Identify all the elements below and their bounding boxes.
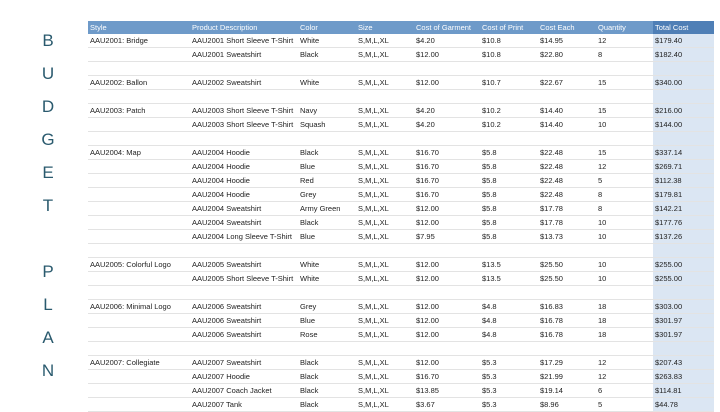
table-cell[interactable]: Black [298, 384, 356, 398]
table-cell[interactable] [538, 132, 596, 146]
table-cell[interactable]: AAU2006 Sweatshirt [190, 300, 298, 314]
table-cell[interactable] [190, 244, 298, 258]
table-cell[interactable] [356, 286, 414, 300]
table-cell[interactable]: S,M,L,XL [356, 48, 414, 62]
table-cell[interactable]: 10 [596, 258, 653, 272]
table-cell[interactable]: S,M,L,XL [356, 188, 414, 202]
table-cell[interactable]: $12.00 [414, 202, 480, 216]
table-cell[interactable]: $4.8 [480, 300, 538, 314]
table-cell[interactable]: $269.71 [653, 160, 714, 174]
table-cell[interactable]: AAU2002: Ballon [88, 76, 190, 90]
table-cell[interactable]: $8.96 [538, 398, 596, 412]
column-header[interactable]: Total Cost [653, 21, 714, 34]
table-row [88, 104, 714, 118]
table-cell[interactable]: S,M,L,XL [356, 104, 414, 118]
table-cell[interactable]: White [298, 258, 356, 272]
table-cell[interactable]: S,M,L,XL [356, 370, 414, 384]
table-cell[interactable]: 12 [596, 370, 653, 384]
table-cell[interactable] [88, 314, 190, 328]
table-cell[interactable]: Grey [298, 188, 356, 202]
table-cell[interactable]: AAU2007: Collegiate [88, 356, 190, 370]
table-cell[interactable]: $142.21 [653, 202, 714, 216]
blank-row [88, 132, 714, 146]
title-gap [38, 222, 58, 255]
table-cell[interactable]: S,M,L,XL [356, 202, 414, 216]
table-row [88, 188, 714, 202]
table-cell[interactable] [480, 132, 538, 146]
table-cell[interactable] [653, 244, 714, 258]
table-cell[interactable] [88, 48, 190, 62]
table-cell[interactable]: S,M,L,XL [356, 272, 414, 286]
header-row [88, 21, 714, 34]
table-cell[interactable]: $179.81 [653, 188, 714, 202]
table-cell[interactable] [298, 132, 356, 146]
table-cell[interactable]: AAU2006 Sweatshirt [190, 314, 298, 328]
table-cell[interactable]: $13.5 [480, 272, 538, 286]
title-letter: E [42, 163, 54, 182]
table-cell[interactable]: $340.00 [653, 76, 714, 90]
table-cell[interactable]: $22.48 [538, 174, 596, 188]
column-header[interactable]: Color [298, 21, 356, 34]
table-cell[interactable]: $17.29 [538, 356, 596, 370]
table-row [88, 356, 714, 370]
table-cell[interactable] [596, 342, 653, 356]
table-cell[interactable]: $5.8 [480, 202, 538, 216]
table-cell[interactable]: $4.8 [480, 328, 538, 342]
table-cell[interactable]: $16.70 [414, 160, 480, 174]
table-cell[interactable] [538, 62, 596, 76]
table-cell[interactable]: $5.3 [480, 370, 538, 384]
table-cell[interactable] [298, 90, 356, 104]
table-cell[interactable]: AAU2006 Sweatshirt [190, 328, 298, 342]
table-cell[interactable]: $13.73 [538, 230, 596, 244]
table-cell[interactable]: $4.20 [414, 118, 480, 132]
table-cell[interactable]: AAU2004: Map [88, 146, 190, 160]
table-cell[interactable]: 18 [596, 300, 653, 314]
table-cell[interactable] [88, 328, 190, 342]
table-cell[interactable]: Blue [298, 314, 356, 328]
table-cell[interactable] [356, 244, 414, 258]
table-cell[interactable]: $19.14 [538, 384, 596, 398]
table-cell[interactable]: $114.81 [653, 384, 714, 398]
table-cell[interactable]: Black [298, 398, 356, 412]
table-cell[interactable]: Black [298, 146, 356, 160]
table-cell[interactable]: $10.8 [480, 34, 538, 48]
table-row [88, 34, 714, 48]
table-cell[interactable] [88, 370, 190, 384]
table-cell[interactable] [653, 286, 714, 300]
table-cell[interactable]: $16.78 [538, 328, 596, 342]
table-cell[interactable]: 15 [596, 146, 653, 160]
table-cell[interactable]: AAU2004 Hoodie [190, 174, 298, 188]
table-cell[interactable]: 12 [596, 356, 653, 370]
table-cell[interactable]: AAU2006: Minimal Logo [88, 300, 190, 314]
table-cell[interactable]: $337.14 [653, 146, 714, 160]
table-cell[interactable] [356, 132, 414, 146]
table-cell[interactable]: 18 [596, 314, 653, 328]
table-cell[interactable]: AAU2004 Long Sleeve T-Shirt [190, 230, 298, 244]
table-cell[interactable]: $5.8 [480, 216, 538, 230]
title-letter: B [42, 31, 54, 50]
table-cell[interactable]: $263.83 [653, 370, 714, 384]
table-cell[interactable]: $5.8 [480, 160, 538, 174]
column-header[interactable]: Cost of Print [480, 21, 538, 34]
table-cell[interactable]: $12.00 [414, 216, 480, 230]
table-cell[interactable]: $22.48 [538, 146, 596, 160]
table-cell[interactable]: $177.76 [653, 216, 714, 230]
title-letter: P [42, 262, 54, 281]
table-cell[interactable] [88, 286, 190, 300]
table-cell[interactable]: $25.50 [538, 272, 596, 286]
table-cell[interactable] [356, 342, 414, 356]
table-cell[interactable]: $137.26 [653, 230, 714, 244]
table-cell[interactable]: $10.7 [480, 76, 538, 90]
table-cell[interactable]: $5.3 [480, 398, 538, 412]
table-cell[interactable]: $4.20 [414, 104, 480, 118]
table-cell[interactable]: AAU2004 Hoodie [190, 160, 298, 174]
table-cell[interactable]: S,M,L,XL [356, 174, 414, 188]
table-cell[interactable]: $14.40 [538, 104, 596, 118]
table-cell[interactable]: Black [298, 356, 356, 370]
table-cell[interactable]: Squash [298, 118, 356, 132]
table-cell[interactable]: AAU2001 Short Sleeve T-Shirt [190, 34, 298, 48]
table-cell[interactable]: Blue [298, 230, 356, 244]
table-cell[interactable]: S,M,L,XL [356, 300, 414, 314]
table-cell[interactable]: S,M,L,XL [356, 328, 414, 342]
blank-row [88, 90, 714, 104]
table-row [88, 384, 714, 398]
table-cell[interactable]: 5 [596, 174, 653, 188]
table-cell[interactable]: S,M,L,XL [356, 258, 414, 272]
table-cell[interactable]: $14.40 [538, 118, 596, 132]
table-cell[interactable] [298, 342, 356, 356]
title-letter: A [42, 328, 54, 347]
table-row [88, 146, 714, 160]
title-letter: U [41, 64, 55, 83]
table-cell[interactable] [356, 90, 414, 104]
table-cell[interactable]: $207.43 [653, 356, 714, 370]
table-cell[interactable]: 10 [596, 118, 653, 132]
table-cell[interactable]: $12.00 [414, 300, 480, 314]
table-cell[interactable] [653, 62, 714, 76]
table-cell[interactable]: $255.00 [653, 258, 714, 272]
table-cell[interactable]: $216.00 [653, 104, 714, 118]
table-cell[interactable] [538, 286, 596, 300]
table-cell[interactable]: AAU2004 Hoodie [190, 188, 298, 202]
table-cell[interactable]: 18 [596, 328, 653, 342]
table-cell[interactable]: AAU2004 Hoodie [190, 146, 298, 160]
table-row [88, 314, 714, 328]
table-row [88, 258, 714, 272]
table-cell[interactable] [190, 90, 298, 104]
column-header[interactable]: Cost of Garment [414, 21, 480, 34]
table-cell[interactable] [190, 62, 298, 76]
table-cell[interactable]: $5.3 [480, 384, 538, 398]
table-cell[interactable] [88, 230, 190, 244]
budget-spreadsheet [88, 21, 714, 412]
table-cell[interactable] [414, 132, 480, 146]
table-cell[interactable] [480, 342, 538, 356]
table-cell[interactable]: AAU2007 Coach Jacket [190, 384, 298, 398]
table-cell[interactable]: 5 [596, 398, 653, 412]
table-cell[interactable]: $12.00 [414, 328, 480, 342]
table-cell[interactable] [538, 342, 596, 356]
table-cell[interactable]: 12 [596, 160, 653, 174]
table-cell[interactable] [298, 286, 356, 300]
table-cell[interactable]: $12.00 [414, 48, 480, 62]
table-cell[interactable]: AAU2003: Patch [88, 104, 190, 118]
table-cell[interactable]: AAU2003 Short Sleeve T-Shirt [190, 104, 298, 118]
table-cell[interactable] [88, 244, 190, 258]
table-cell[interactable]: $3.67 [414, 398, 480, 412]
table-cell[interactable]: AAU2005: Colorful Logo [88, 258, 190, 272]
table-cell[interactable] [480, 244, 538, 258]
table-cell[interactable] [88, 188, 190, 202]
table-cell[interactable]: $7.95 [414, 230, 480, 244]
table-cell[interactable]: $22.67 [538, 76, 596, 90]
table-row [88, 216, 714, 230]
table-cell[interactable]: AAU2002 Sweatshirt [190, 76, 298, 90]
table-cell[interactable]: AAU2007 Hoodie [190, 370, 298, 384]
table-cell[interactable]: AAU2005 Sweatshirt [190, 258, 298, 272]
table-cell[interactable]: Army Green [298, 202, 356, 216]
table-cell[interactable]: Navy [298, 104, 356, 118]
table-cell[interactable]: $255.00 [653, 272, 714, 286]
table-cell[interactable] [190, 286, 298, 300]
table-cell[interactable]: $17.78 [538, 216, 596, 230]
table-cell[interactable] [480, 62, 538, 76]
table-cell[interactable]: AAU2003 Short Sleeve T-Shirt [190, 118, 298, 132]
table-cell[interactable]: White [298, 76, 356, 90]
table-cell[interactable]: 10 [596, 230, 653, 244]
table-cell[interactable]: $301.97 [653, 328, 714, 342]
table-cell[interactable] [88, 342, 190, 356]
table-cell[interactable]: AAU2007 Tank [190, 398, 298, 412]
table-cell[interactable] [596, 62, 653, 76]
column-header[interactable]: Cost Each [538, 21, 596, 34]
table-cell[interactable] [88, 160, 190, 174]
table-cell[interactable]: $21.99 [538, 370, 596, 384]
table-cell[interactable]: S,M,L,XL [356, 356, 414, 370]
table-cell[interactable]: AAU2004 Sweatshirt [190, 202, 298, 216]
table-cell[interactable]: Grey [298, 300, 356, 314]
table-cell[interactable]: 8 [596, 48, 653, 62]
table-cell[interactable]: S,M,L,XL [356, 216, 414, 230]
table-cell[interactable]: White [298, 272, 356, 286]
table-cell[interactable]: S,M,L,XL [356, 384, 414, 398]
table-cell[interactable] [298, 62, 356, 76]
table-cell[interactable]: Black [298, 370, 356, 384]
table-cell[interactable]: Red [298, 174, 356, 188]
table-cell[interactable] [414, 90, 480, 104]
table-cell[interactable]: $10.2 [480, 118, 538, 132]
table-cell[interactable]: $303.00 [653, 300, 714, 314]
table-cell[interactable]: $16.78 [538, 314, 596, 328]
table-cell[interactable]: AAU2001 Sweatshirt [190, 48, 298, 62]
table-cell[interactable]: 12 [596, 34, 653, 48]
table-cell[interactable]: $13.5 [480, 258, 538, 272]
table-cell[interactable]: $12.00 [414, 76, 480, 90]
table-cell[interactable]: $16.70 [414, 188, 480, 202]
table-cell[interactable]: $5.8 [480, 146, 538, 160]
table-row [88, 76, 714, 90]
table-cell[interactable]: S,M,L,XL [356, 314, 414, 328]
table-cell[interactable]: $44.78 [653, 398, 714, 412]
table-cell[interactable] [88, 90, 190, 104]
blank-row [88, 342, 714, 356]
title-letter: N [41, 361, 55, 380]
column-header[interactable]: Size [356, 21, 414, 34]
table-row [88, 174, 714, 188]
table-cell[interactable] [88, 174, 190, 188]
table-cell[interactable]: $25.50 [538, 258, 596, 272]
table-cell[interactable]: S,M,L,XL [356, 34, 414, 48]
table-cell[interactable] [88, 62, 190, 76]
table-cell[interactable]: S,M,L,XL [356, 398, 414, 412]
table-cell[interactable] [88, 272, 190, 286]
table-cell[interactable]: $17.78 [538, 202, 596, 216]
table-cell[interactable]: Rose [298, 328, 356, 342]
table-cell[interactable] [190, 342, 298, 356]
table-row [88, 370, 714, 384]
table-cell[interactable]: $13.85 [414, 384, 480, 398]
blank-row [88, 244, 714, 258]
table-cell[interactable]: $4.20 [414, 34, 480, 48]
table-cell[interactable]: S,M,L,XL [356, 230, 414, 244]
table-cell[interactable]: $14.95 [538, 34, 596, 48]
table-cell[interactable] [596, 286, 653, 300]
table-cell[interactable]: S,M,L,XL [356, 160, 414, 174]
table-cell[interactable]: 8 [596, 202, 653, 216]
table-cell[interactable] [88, 202, 190, 216]
title-letter: L [43, 295, 53, 314]
table-row [88, 118, 714, 132]
table-cell[interactable] [538, 244, 596, 258]
table-cell[interactable]: White [298, 34, 356, 48]
table-cell[interactable]: 15 [596, 104, 653, 118]
table-cell[interactable]: $10.8 [480, 48, 538, 62]
table-cell[interactable] [653, 90, 714, 104]
table-cell[interactable] [88, 118, 190, 132]
table-row [88, 272, 714, 286]
table-row [88, 202, 714, 216]
table-cell[interactable]: $5.8 [480, 230, 538, 244]
table-row [88, 328, 714, 342]
table-cell[interactable] [414, 342, 480, 356]
table-row [88, 48, 714, 62]
table-cell[interactable]: AAU2004 Sweatshirt [190, 216, 298, 230]
table-cell[interactable]: $22.48 [538, 188, 596, 202]
blank-row [88, 62, 714, 76]
table-cell[interactable]: 15 [596, 76, 653, 90]
table-cell[interactable]: AAU2005 Short Sleeve T-Shirt [190, 272, 298, 286]
table-cell[interactable]: $5.3 [480, 356, 538, 370]
table-cell[interactable]: $12.00 [414, 314, 480, 328]
table-cell[interactable] [653, 342, 714, 356]
table-cell[interactable] [596, 244, 653, 258]
table-cell[interactable]: S,M,L,XL [356, 146, 414, 160]
table-row [88, 300, 714, 314]
table-cell[interactable]: S,M,L,XL [356, 76, 414, 90]
table-cell[interactable]: $12.00 [414, 356, 480, 370]
table-cell[interactable]: 8 [596, 188, 653, 202]
budget-plan-title [38, 24, 58, 387]
column-header[interactable]: Product Description [190, 21, 298, 34]
table-cell[interactable]: $12.00 [414, 258, 480, 272]
table-cell[interactable] [88, 216, 190, 230]
table-cell[interactable] [596, 132, 653, 146]
table-cell[interactable]: $16.83 [538, 300, 596, 314]
table-cell[interactable] [414, 62, 480, 76]
table-cell[interactable]: Blue [298, 160, 356, 174]
column-header[interactable]: Style [88, 21, 190, 34]
table-cell[interactable] [298, 244, 356, 258]
table-cell[interactable]: $10.2 [480, 104, 538, 118]
table-cell[interactable]: $112.38 [653, 174, 714, 188]
table-cell[interactable]: 6 [596, 384, 653, 398]
table-cell[interactable]: $5.8 [480, 188, 538, 202]
table-cell[interactable]: $16.70 [414, 370, 480, 384]
table-cell[interactable]: $144.00 [653, 118, 714, 132]
table-row [88, 230, 714, 244]
table-cell[interactable]: $16.70 [414, 174, 480, 188]
table-cell[interactable]: $22.48 [538, 160, 596, 174]
table-cell[interactable]: $301.97 [653, 314, 714, 328]
table-cell[interactable] [88, 384, 190, 398]
title-letter: D [41, 97, 55, 116]
table-cell[interactable]: $12.00 [414, 272, 480, 286]
table-cell[interactable] [653, 132, 714, 146]
table-cell[interactable] [480, 286, 538, 300]
table-cell[interactable]: $182.40 [653, 48, 714, 62]
title-letter: G [41, 130, 55, 149]
table-cell[interactable] [596, 90, 653, 104]
title-letter: T [42, 196, 54, 215]
table-cell[interactable]: $4.8 [480, 314, 538, 328]
table-cell[interactable] [480, 90, 538, 104]
table-cell[interactable]: Black [298, 216, 356, 230]
table-cell[interactable]: $179.40 [653, 34, 714, 48]
table-row [88, 160, 714, 174]
table-cell[interactable]: $16.70 [414, 146, 480, 160]
table-cell[interactable]: 10 [596, 216, 653, 230]
table-cell[interactable] [190, 132, 298, 146]
blank-row [88, 286, 714, 300]
table-cell[interactable] [88, 132, 190, 146]
table-cell[interactable]: $5.8 [480, 174, 538, 188]
table-cell[interactable] [356, 62, 414, 76]
budget-table [88, 21, 714, 412]
table-cell[interactable] [414, 244, 480, 258]
table-cell[interactable]: S,M,L,XL [356, 118, 414, 132]
table-cell[interactable]: AAU2001: Bridge [88, 34, 190, 48]
table-cell[interactable]: Black [298, 48, 356, 62]
table-cell[interactable]: $22.80 [538, 48, 596, 62]
table-cell[interactable]: AAU2007 Sweatshirt [190, 356, 298, 370]
table-cell[interactable] [538, 90, 596, 104]
table-cell[interactable]: 10 [596, 272, 653, 286]
column-header[interactable]: Quantity [596, 21, 653, 34]
table-cell[interactable] [414, 286, 480, 300]
